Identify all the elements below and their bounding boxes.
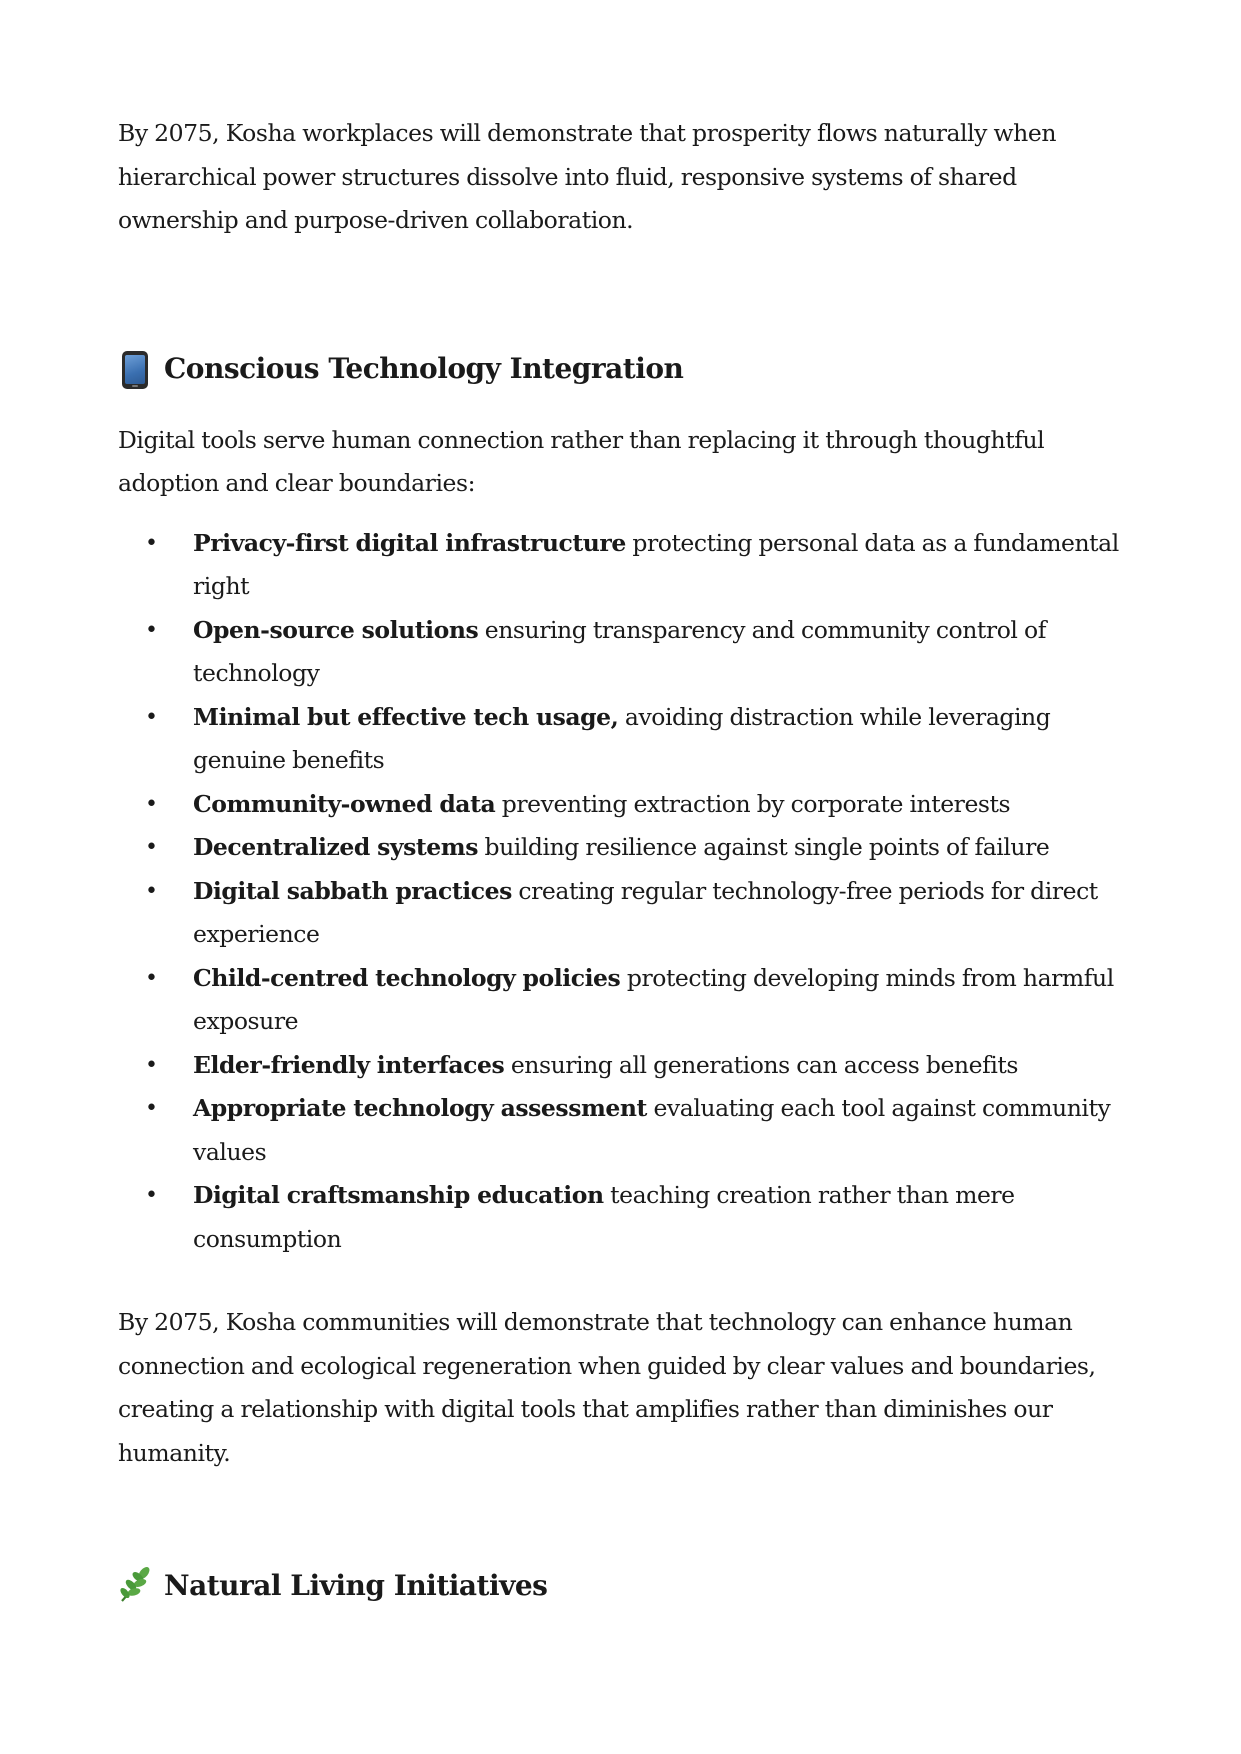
list-item-description: ensuring all generations can access benefits bbox=[504, 1050, 1018, 1079]
bullet-dot: • bbox=[145, 1183, 158, 1208]
intro-paragraph: By 2075, Kosha workplaces will demonstrate that prosperity flows naturally when hierarchical power structures dissolve into fluid, responsive systems of shared ownership and purpose-driven collaboration. bbox=[118, 119, 1057, 234]
mobile-phone-icon bbox=[118, 349, 152, 389]
list-item bbox=[118, 696, 1128, 783]
document-page bbox=[118, 112, 1128, 1609]
bullet-dot: • bbox=[145, 965, 158, 991]
list-item-description: creating regular technology-free periods for direct experience bbox=[193, 876, 1098, 948]
list-item-term: Minimal but effective tech usage, bbox=[193, 702, 619, 731]
list-item-term: Digital sabbath practices bbox=[193, 876, 512, 905]
section-title: Natural Living Initiatives bbox=[164, 1568, 548, 1602]
list-item-term: Digital craftsmanship education bbox=[193, 1181, 604, 1209]
list-item-description: teaching creation rather than mere consumption bbox=[193, 1181, 1015, 1253]
bullet-dot: • bbox=[145, 530, 158, 556]
bullet-dot: • bbox=[145, 1052, 158, 1078]
list-item-term: Privacy-first digital infrastructure bbox=[193, 528, 626, 557]
list-item bbox=[118, 870, 1128, 957]
bullet-dot: • bbox=[145, 617, 158, 643]
list-item-term: Child-centred technology policies bbox=[193, 963, 621, 992]
list-item bbox=[118, 1044, 1128, 1088]
section-lead-paragraph: Digital tools serve human connection rather than replacing it through thoughtful adoption and clear boundaries: bbox=[118, 425, 1045, 497]
list-item bbox=[118, 609, 1128, 696]
list-item bbox=[118, 783, 1128, 827]
bullet-dot: • bbox=[145, 1096, 158, 1121]
list-item-description: evaluating each tool against community values bbox=[193, 1094, 1111, 1166]
bullet-dot: • bbox=[145, 878, 158, 904]
list-item-description: avoiding distraction while leveraging genuine benefits bbox=[193, 702, 1051, 774]
list-item-term: Decentralized systems bbox=[193, 833, 478, 861]
list-item bbox=[118, 1174, 1128, 1261]
bullet-dot: • bbox=[145, 704, 158, 730]
section-heading-technology bbox=[118, 345, 1128, 393]
list-item bbox=[118, 522, 1128, 609]
section-title: Conscious Technology Integration bbox=[164, 352, 684, 385]
list-item-description: building resilience against single points of failure bbox=[477, 833, 1050, 861]
list-item-description: preventing extraction by corporate interests bbox=[495, 789, 1011, 818]
list-item bbox=[118, 826, 1128, 870]
list-item-description: protecting personal data as a fundamental right bbox=[193, 528, 1119, 600]
list-item-description: protecting developing minds from harmful exposure bbox=[193, 963, 1114, 1035]
bullet-list bbox=[118, 522, 1128, 1262]
list-item-term: Elder-friendly interfaces bbox=[193, 1050, 505, 1079]
list-item bbox=[118, 957, 1128, 1044]
closing-paragraph: By 2075, Kosha communities will demonstrate that technology can enhance human connection and ecological regeneration when guided by clear values and boundaries, creating a relationship with digital tools that amplifies rather than diminishes our humanity. bbox=[118, 1308, 1096, 1467]
list-item-term: Community-owned data bbox=[193, 789, 496, 818]
list-item bbox=[118, 1087, 1128, 1174]
bullet-dot: • bbox=[145, 835, 158, 860]
list-item-term: Appropriate technology assessment bbox=[193, 1094, 647, 1122]
herb-leaf-icon bbox=[118, 1565, 152, 1605]
list-item-term: Open-source solutions bbox=[193, 615, 479, 644]
bullet-dot: • bbox=[145, 791, 158, 817]
section-heading-natural-living bbox=[118, 1561, 1128, 1609]
list-item-description: ensuring transparency and community control of technology bbox=[193, 615, 1046, 687]
